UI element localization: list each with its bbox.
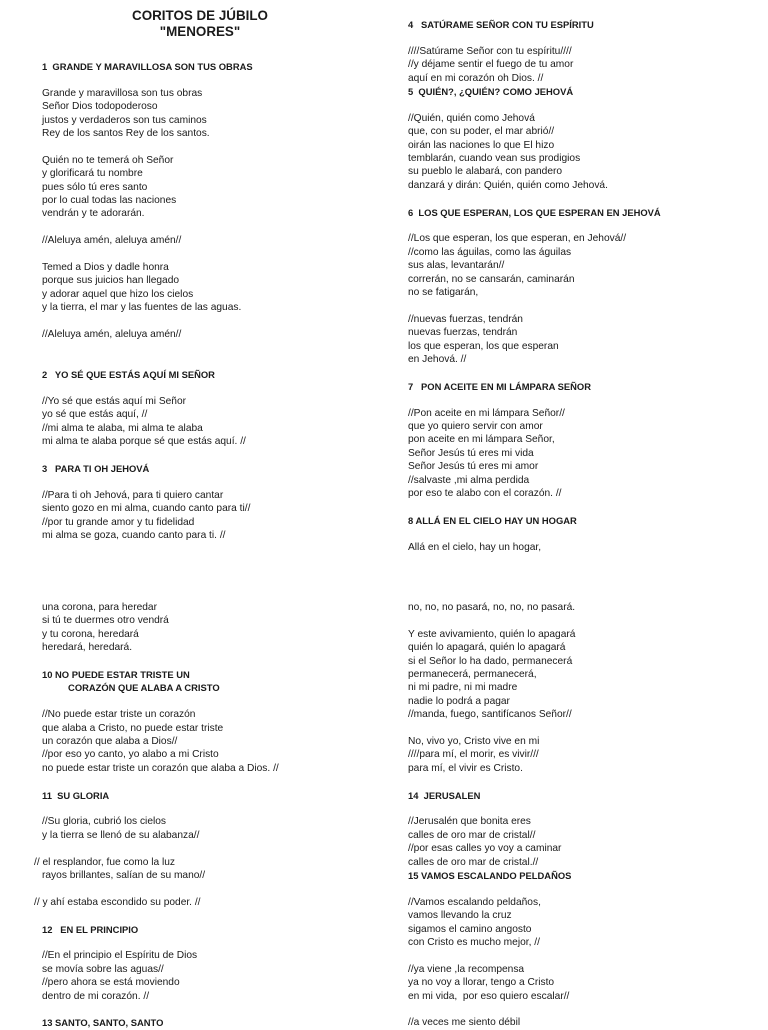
lyric-line: oirán las naciones lo que El hizo bbox=[408, 139, 555, 151]
lyric-line: //nuevas fuerzas, tendrán bbox=[408, 313, 523, 325]
song-heading: 3 PARA TI OH JEHOVÁ bbox=[42, 463, 150, 475]
lyric-line: calles de oro mar de cristal.// bbox=[408, 856, 539, 868]
spacer bbox=[408, 802, 748, 815]
lyric-line: //Pon aceite en mi lámpara Señor// bbox=[408, 407, 565, 419]
lyric-line: porque sus juicios han llegado bbox=[42, 275, 180, 287]
lyric-line: Y este avivamiento, quién lo apagará bbox=[408, 628, 576, 640]
lyric-line: por lo cual todas las naciones bbox=[42, 195, 177, 207]
column-top-right bbox=[408, 18, 748, 554]
lyric-line: Temed a Dios y dadle honra bbox=[42, 262, 169, 274]
lyric-line: quién lo apagará, quién lo apagará bbox=[408, 642, 566, 654]
lyric-line: mi alma se goza, cuando canto para ti. // bbox=[42, 530, 226, 542]
lyric-line: vamos llevando la cruz bbox=[408, 910, 512, 922]
lyric-line: heredará, heredará. bbox=[42, 642, 133, 654]
song-heading: 13 SANTO, SANTO, SANTO bbox=[42, 1017, 164, 1029]
lyric-line: ya no voy a llorar, tengo a Cristo bbox=[408, 977, 555, 989]
lyric-line: vendrán y te adorarán. bbox=[42, 208, 145, 220]
lyric-line: calles de oro mar de cristal// bbox=[408, 829, 536, 841]
song-heading: 4 SATÚRAME SEÑOR CON TU ESPÍRITU bbox=[408, 19, 594, 30]
lyric-line: Quién no te temerá oh Señor bbox=[42, 154, 174, 166]
spacer bbox=[408, 393, 748, 406]
lyric-line: no, no, no pasará, no, no, no pasará. bbox=[408, 602, 576, 613]
lyric-line: y la tierra, el mar y las fuentes de las aguas. bbox=[42, 302, 242, 314]
lyric-line: //pero ahora se está moviendo bbox=[42, 977, 180, 989]
spacer bbox=[42, 1003, 372, 1016]
lyric-line: en mi vida, por eso quiero escalar// bbox=[408, 990, 570, 1002]
song-heading: 14 JERUSALEN bbox=[408, 789, 481, 801]
spacer bbox=[42, 341, 372, 354]
spacer bbox=[408, 501, 748, 514]
lyric-line: ni mi padre, ni mi madre bbox=[408, 682, 518, 694]
lyric-line: correrán, no se cansarán, caminarán bbox=[408, 273, 575, 285]
spacer bbox=[408, 219, 748, 232]
lyric-line: si el Señor lo ha dado, permanecerá bbox=[408, 655, 573, 667]
spacer bbox=[42, 315, 372, 328]
spacer bbox=[42, 842, 372, 855]
lyric-line: para mí, el vivir es Cristo. bbox=[408, 762, 523, 774]
song-heading: 1 GRANDE Y MARAVILLOSA SON TUS OBRAS bbox=[42, 61, 253, 72]
spacer bbox=[42, 449, 372, 462]
lyric-line: por eso te alabo con el corazón. // bbox=[408, 488, 562, 500]
song-heading: 15 VAMOS ESCALANDO PELDAÑOS bbox=[408, 870, 572, 882]
lyric-line: que alaba a Cristo, no puede estar triste bbox=[42, 722, 224, 734]
lyric-line: y adorar aquel que hizo los cielos bbox=[42, 288, 194, 300]
spacer bbox=[42, 73, 372, 86]
spacer bbox=[42, 775, 372, 788]
song-heading: 6 LOS QUE ESPERAN, LOS QUE ESPERAN EN JEHOVÁ bbox=[408, 206, 661, 218]
lyric-line: //mi alma te alaba, mi alma te alaba bbox=[42, 422, 203, 434]
lyric-line: //por tu grande amor y tu fidelidad bbox=[42, 516, 195, 528]
lyric-line: que, con su poder, el mar abrió// bbox=[408, 126, 555, 138]
song-heading: 12 EN EL PRINCIPIO bbox=[42, 923, 139, 935]
lyric-line: //y déjame sentir el fuego de tu amor bbox=[408, 59, 574, 71]
lyric-line: Señor Jesús tú eres mi vida bbox=[408, 447, 534, 459]
spacer bbox=[408, 614, 748, 627]
lyric-line: con Cristo es mucho mejor, // bbox=[408, 937, 540, 949]
spacer bbox=[408, 722, 748, 735]
lyric-line: rayos brillantes, salían de su mano// bbox=[42, 870, 206, 882]
page-title bbox=[100, 8, 300, 40]
lyric-line: y tu corona, heredará bbox=[42, 628, 139, 640]
spacer bbox=[42, 221, 372, 234]
lyric-line: //ya viene ,la recompensa bbox=[408, 963, 525, 975]
lyric-line: mi alma te alaba porque sé que estás aquí. // bbox=[42, 436, 246, 448]
lyric-line: //por eso yo canto, yo alabo a mi Cristo bbox=[42, 749, 219, 761]
lyric-line: un corazón que alaba a Dios// bbox=[42, 736, 178, 748]
column-bottom-left bbox=[34, 601, 372, 1030]
lyric-line: //Los que esperan, los que esperan, en Jehová// bbox=[408, 233, 627, 245]
lyric-line: pon aceite en mi lámpara Señor, bbox=[408, 434, 555, 446]
lyric-line: temblarán, cuando vean sus prodigios bbox=[408, 153, 581, 165]
spacer bbox=[42, 936, 372, 949]
song-heading: 5 QUIÉN?, ¿QUIÉN? COMO JEHOVÁ bbox=[408, 86, 574, 98]
lyric-line: se movía sobre las aguas// bbox=[42, 963, 164, 975]
lyric-line: //por esas calles yo voy a caminar bbox=[408, 843, 562, 855]
lyric-line: //Jerusalén que bonita eres bbox=[408, 816, 531, 828]
spacer bbox=[408, 366, 748, 379]
lyric-line: //Su gloria, cubrió los cielos bbox=[42, 816, 167, 828]
song-heading: 7 PON ACEITE EN MI LÁMPARA SEÑOR bbox=[408, 380, 591, 392]
spacer bbox=[408, 192, 748, 205]
spacer bbox=[42, 882, 372, 895]
lyric-line: Rey de los santos Rey de los santos. bbox=[42, 128, 210, 140]
lyric-line: No, vivo yo, Cristo vive en mi bbox=[408, 736, 540, 748]
lyric-line: no puede estar triste un corazón que alaba a Dios. // bbox=[42, 762, 279, 774]
lyric-line: y glorificará tu nombre bbox=[42, 168, 143, 180]
lyric-line: sus alas, levantarán// bbox=[408, 260, 505, 272]
lyric-line: siento gozo en mi alma, cuando canto para ti// bbox=[42, 503, 251, 515]
title-line-1: CORITOS DE JÚBILO bbox=[132, 8, 268, 23]
lyric-line: yo sé que estás aquí, // bbox=[42, 409, 148, 421]
spacer bbox=[408, 31, 748, 44]
lyric-line: ////para mí, el morir, es vivir/// bbox=[408, 749, 539, 761]
spacer bbox=[42, 909, 372, 922]
lyric-line: no se fatigarán, bbox=[408, 287, 479, 299]
title-line-2: "MENORES" bbox=[159, 24, 241, 39]
spacer bbox=[408, 98, 748, 111]
spacer bbox=[42, 382, 372, 395]
lyric-line: los que esperan, los que esperan bbox=[408, 340, 559, 352]
lyric-line: permanecerá, permanecerá, bbox=[408, 669, 537, 681]
lyric-line: nadie lo podrá a pagar bbox=[408, 695, 510, 707]
lyric-line: //Para ti oh Jehová, para ti quiero cantar bbox=[42, 489, 224, 501]
lyric-line: su pueblo le alabará, con pandero bbox=[408, 166, 563, 178]
column-bottom-right bbox=[408, 601, 748, 1030]
lyric-line: nuevas fuerzas, tendrán bbox=[408, 327, 518, 339]
lyric-line: //Aleluya amén, aleluya amén// bbox=[42, 235, 182, 247]
lyric-line: danzará y dirán: Quién, quién como Jehová. bbox=[408, 179, 608, 191]
lyric-line: //En el principio el Espíritu de Dios bbox=[42, 950, 198, 962]
lyric-line: aquí en mi corazón oh Dios. // bbox=[408, 72, 544, 84]
lyric-line: dentro de mi corazón. // bbox=[42, 990, 150, 1002]
lyric-line: si tú te duermes otro vendrá bbox=[42, 615, 169, 627]
spacer bbox=[42, 695, 372, 708]
lyric-line: Grande y maravillosa son tus obras bbox=[42, 87, 203, 99]
lyric-line: sigamos el camino angosto bbox=[408, 923, 532, 935]
spacer bbox=[42, 802, 372, 815]
spacer bbox=[42, 355, 372, 368]
lyric-line: justos y verdaderos son tus caminos bbox=[42, 114, 207, 126]
spacer bbox=[42, 475, 372, 488]
lyric-line: //a veces me siento débil bbox=[408, 1017, 521, 1029]
spacer bbox=[408, 775, 748, 788]
lyric-line: Señor Jesús tú eres mi amor bbox=[408, 461, 539, 473]
lyric-line: //No puede estar triste un corazón bbox=[42, 709, 196, 721]
spacer bbox=[42, 248, 372, 261]
lyric-line: // y ahí estaba escondido su poder. // bbox=[34, 896, 201, 908]
lyric-line: //salvaste ,mi alma perdida bbox=[408, 474, 530, 486]
spacer bbox=[42, 655, 372, 668]
lyric-line: //Vamos escalando peldaños, bbox=[408, 896, 541, 908]
lyric-line: // el resplandor, fue como la luz bbox=[34, 856, 176, 868]
spacer bbox=[408, 1003, 748, 1016]
spacer bbox=[408, 949, 748, 962]
song-heading: 10 NO PUEDE ESTAR TRISTE UN bbox=[42, 669, 190, 681]
spacer bbox=[408, 299, 748, 312]
lyric-line: //Aleluya amén, aleluya amén// bbox=[42, 329, 182, 341]
song-heading: CORAZÓN QUE ALABA A CRISTO bbox=[42, 682, 220, 694]
lyric-line: //como las águilas, como las águilas bbox=[408, 246, 572, 258]
lyric-line: que yo quiero servir con amor bbox=[408, 421, 543, 433]
lyric-line: ////Satúrame Señor con tu espíritu//// bbox=[408, 45, 572, 57]
lyric-line: una corona, para heredar bbox=[42, 602, 157, 613]
lyric-line: pues sólo tú eres santo bbox=[42, 181, 148, 193]
column-top-left bbox=[42, 60, 372, 542]
lyric-line: Allá en el cielo, hay un hogar, bbox=[408, 541, 542, 553]
song-heading: 11 SU GLORIA bbox=[42, 789, 110, 801]
lyric-line: //Yo sé que estás aquí mi Señor bbox=[42, 396, 187, 408]
spacer bbox=[42, 140, 372, 153]
spacer bbox=[408, 882, 748, 895]
song-heading: 8 ALLÁ EN EL CIELO HAY UN HOGAR bbox=[408, 514, 577, 526]
lyric-line: //manda, fuego, santifícanos Señor// bbox=[408, 709, 572, 721]
song-heading: 2 YO SÉ QUE ESTÁS AQUÍ MI SEÑOR bbox=[42, 369, 215, 381]
spacer bbox=[408, 527, 748, 540]
lyric-line: en Jehová. // bbox=[408, 354, 467, 366]
lyric-line: y la tierra se llenó de su alabanza// bbox=[42, 829, 200, 841]
lyric-line: Señor Dios todopoderoso bbox=[42, 101, 158, 113]
lyric-line: //Quién, quién como Jehová bbox=[408, 112, 535, 124]
